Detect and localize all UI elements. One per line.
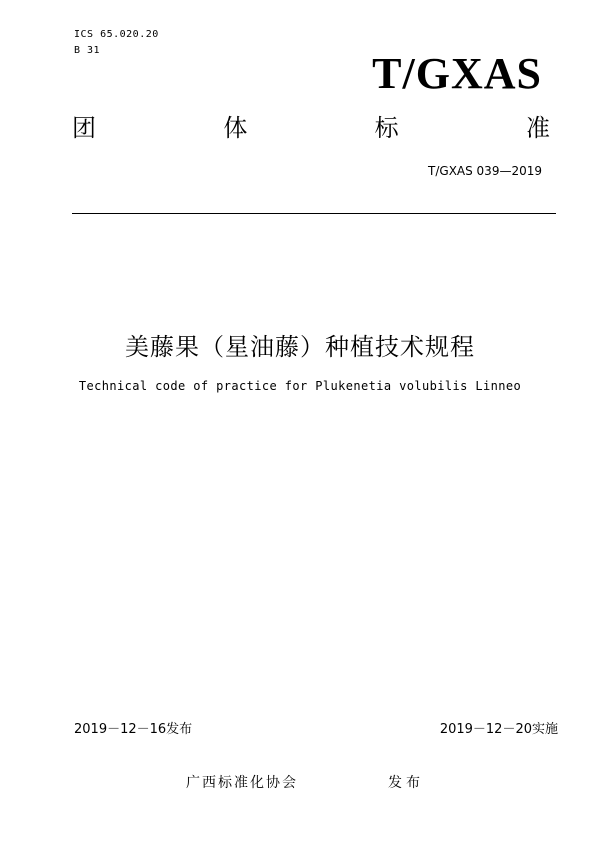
standard-type <box>72 116 550 140</box>
standard-type-char: 团 <box>72 114 96 142</box>
standard-type-char: 体 <box>223 114 248 142</box>
standard-type-char: 标 <box>374 114 399 142</box>
publish-date: 2019－12－16发布 <box>74 722 193 737</box>
standard-number: T/GXAS 039—2019 <box>428 164 542 178</box>
ccs-code: B 31 <box>74 45 101 56</box>
header-divider <box>72 213 556 214</box>
document-title-chinese: 美藤果（星油藤）种植技术规程 <box>125 333 475 361</box>
ics-code: ICS 65.020.20 <box>74 29 159 40</box>
standard-type-char: 准 <box>525 114 550 142</box>
implement-date: 2019－12－20实施 <box>439 722 558 737</box>
document-title-english: Technical code of practice for Plukenetia volubilis Linneo <box>78 379 522 393</box>
standard-logo: T/GXAS <box>372 49 542 98</box>
publisher-name: 广西标准化协会 <box>186 775 298 791</box>
publish-label: 发布 <box>388 775 424 791</box>
